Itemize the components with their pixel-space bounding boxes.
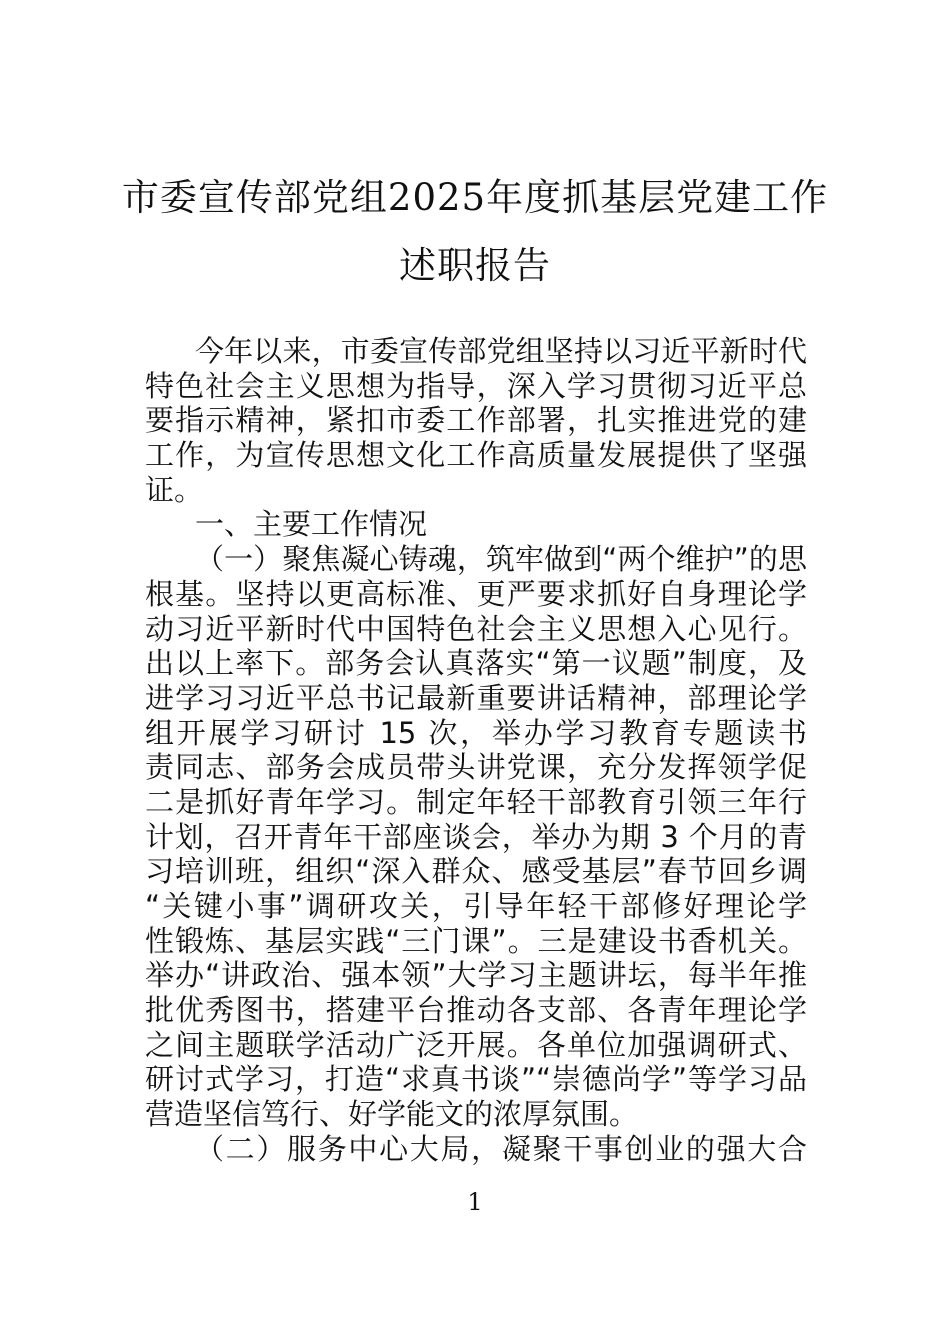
text-line: 工作，为宣传思想文化工作高质量发展提供了坚强 xyxy=(145,438,807,473)
text-line: 营造坚信笃行、好学能文的浓厚氛围。 xyxy=(145,1097,639,1132)
text-line: （二）服务中心大局，凝聚干事创业的强大合 xyxy=(195,1131,807,1166)
text-line: 今年以来，市委宣传部党组坚持以习近平新时代 xyxy=(195,334,807,368)
text-line: 特色社会主义思想为指导，深入学习贯彻习近平总 xyxy=(145,368,807,403)
document-body xyxy=(145,334,807,1167)
paragraph xyxy=(145,507,807,542)
paragraph xyxy=(145,334,807,507)
text-line: （一）聚焦凝心铸魂，筑牢做到“两个维护”的思 xyxy=(195,542,807,577)
text-line: 研讨式学习，打造“求真书谈”“崇德尚学”等学习品 xyxy=(145,1062,807,1097)
text-line: 一、主要工作情况 xyxy=(195,507,428,542)
page-number: 1 xyxy=(467,1188,483,1216)
paragraph xyxy=(145,542,807,1132)
text-line: 习培训班，组织“深入群众、感受基层”春节回乡调 xyxy=(145,854,807,889)
text-line: 出以上率下。部务会认真落实“第一议题”制度，及 xyxy=(145,646,807,681)
paragraph xyxy=(145,1132,807,1167)
text-line: 根基。坚持以更高标准、更严要求抓好自身理论学 xyxy=(145,576,807,611)
text-line: 计划，召开青年干部座谈会，举办为期 3 个月的青 xyxy=(145,819,807,854)
document-title-line-2: 述职报告 xyxy=(399,244,551,287)
text-line: 责同志、部务会成员带头讲党课，充分发挥领学促 xyxy=(145,750,807,785)
text-line: 举办“讲政治、强本领”大学习主题讲坛，每半年推 xyxy=(145,958,807,993)
text-line: 组开展学习研讨 15 次，举办学习教育专题读书 xyxy=(145,715,807,750)
text-line: 进学习习近平总书记最新重要讲话精神，部理论学 xyxy=(145,680,807,715)
text-line: 性锻炼、基层实践“三门课”。三是建设书香机关。 xyxy=(145,923,807,958)
text-line: 动习近平新时代中国特色社会主义思想入心见行。 xyxy=(145,611,807,646)
text-line: “关键小事”调研攻关，引导年轻干部修好理论学 xyxy=(145,889,807,923)
text-line: 之间主题联学活动广泛开展。各单位加强调研式、 xyxy=(145,1027,807,1062)
text-line: 批优秀图书，搭建平台推动各支部、各青年理论学 xyxy=(145,993,807,1028)
document-title-line-1: 市委宣传部党组2025年度抓基层党建工作 xyxy=(121,176,829,219)
text-line: 二是抓好青年学习。制定年轻干部教育引领三年行 xyxy=(145,784,807,819)
text-line: 证。 xyxy=(145,472,204,507)
text-line: 要指示精神，紧扣市委工作部署，扎实推进党的建 xyxy=(145,403,807,438)
